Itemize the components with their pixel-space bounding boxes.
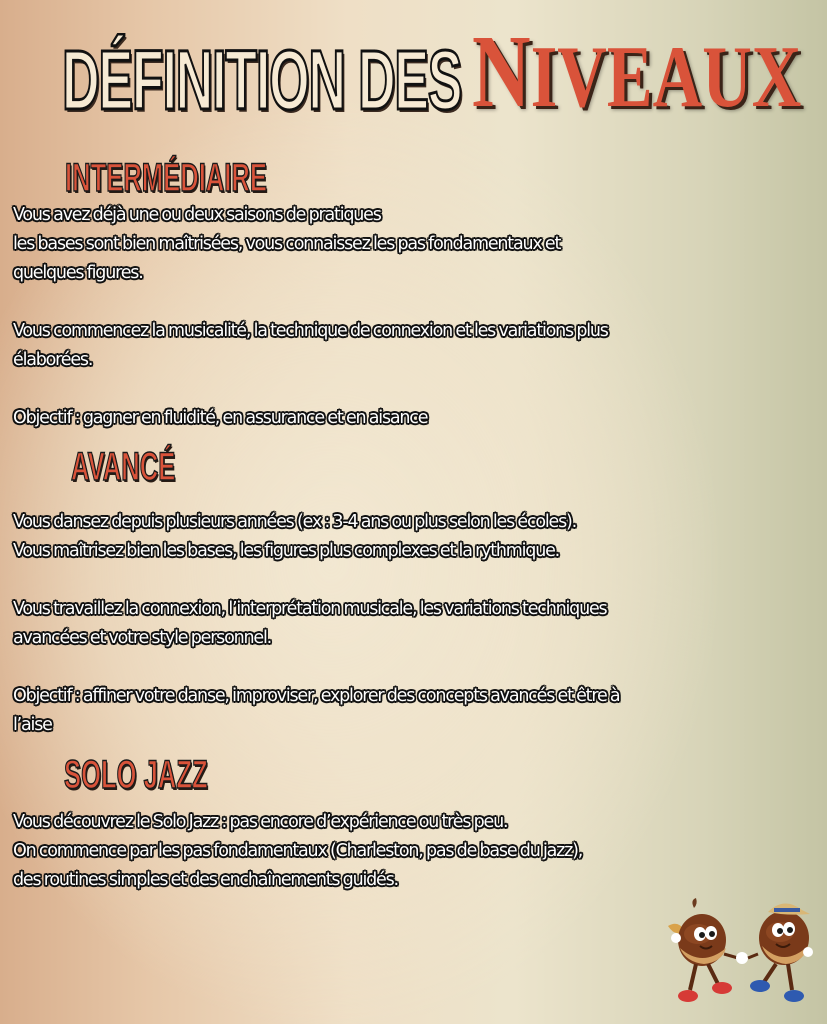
text-line: Objectif : affiner votre danse, improviser, explorer des concepts avancés et être à (13, 686, 620, 706)
title-part-2 (472, 14, 802, 129)
text-line: Vous avez déjà une ou deux saisons de pratiques (13, 205, 381, 225)
section-body-solo-jazz (13, 808, 582, 895)
text-line (13, 375, 608, 404)
section-heading-avance: AVANCÉ (71, 445, 176, 489)
text-line: Vous découvrez le Solo Jazz : pas encore d’expérience ou très peu. (13, 812, 508, 832)
title-part-1: DÉFINITION DES (62, 33, 462, 127)
text-line (13, 566, 619, 595)
text-line: Objectif : gagner en fluidité, en assurance et en aisance (13, 408, 428, 428)
section-body-avance (13, 508, 619, 740)
title-part-2-rest: IVEAUX (530, 29, 802, 126)
text-line: Vous travaillez la connexion, l’interprétation musicale, les variations techniques (13, 599, 607, 619)
text-line: quelques figures. (13, 263, 143, 283)
text-line: Vous maîtrisez bien les bases, les figures plus complexes et la rythmique. (13, 541, 560, 561)
text-line (13, 288, 608, 317)
section-heading-intermediaire: INTERMÉDIAIRE (65, 156, 267, 200)
section-body-intermediaire (13, 201, 608, 433)
text-line: les bases sont bien maîtrisées, vous connaissez les pas fondamentaux et (13, 234, 561, 254)
text-line: l’aise (13, 715, 52, 735)
section-heading-solo-jazz: SOLO JAZZ (64, 753, 208, 797)
title-part-2-cap: N (472, 14, 531, 129)
text-line: On commence par les pas fondamentaux (Charleston, pas de base du jazz), (13, 841, 583, 861)
page-title (62, 14, 827, 129)
text-line: Vous dansez depuis plusieurs années (ex : 3-4 ans ou plus selon les écoles). (13, 512, 577, 532)
text-line: avancées et votre style personnel. (13, 628, 271, 648)
text-line: Vous commencez la musicalité, la technique de connexion et les variations plus (13, 321, 608, 341)
chestnut-mascots-icon (662, 896, 822, 1014)
chestnut-right-icon (748, 903, 813, 1002)
text-line: élaborées. (13, 350, 93, 370)
chestnut-left-icon (668, 898, 738, 1002)
text-line: des routines simples et des enchaînements guidés. (13, 870, 398, 890)
text-line (13, 653, 619, 682)
